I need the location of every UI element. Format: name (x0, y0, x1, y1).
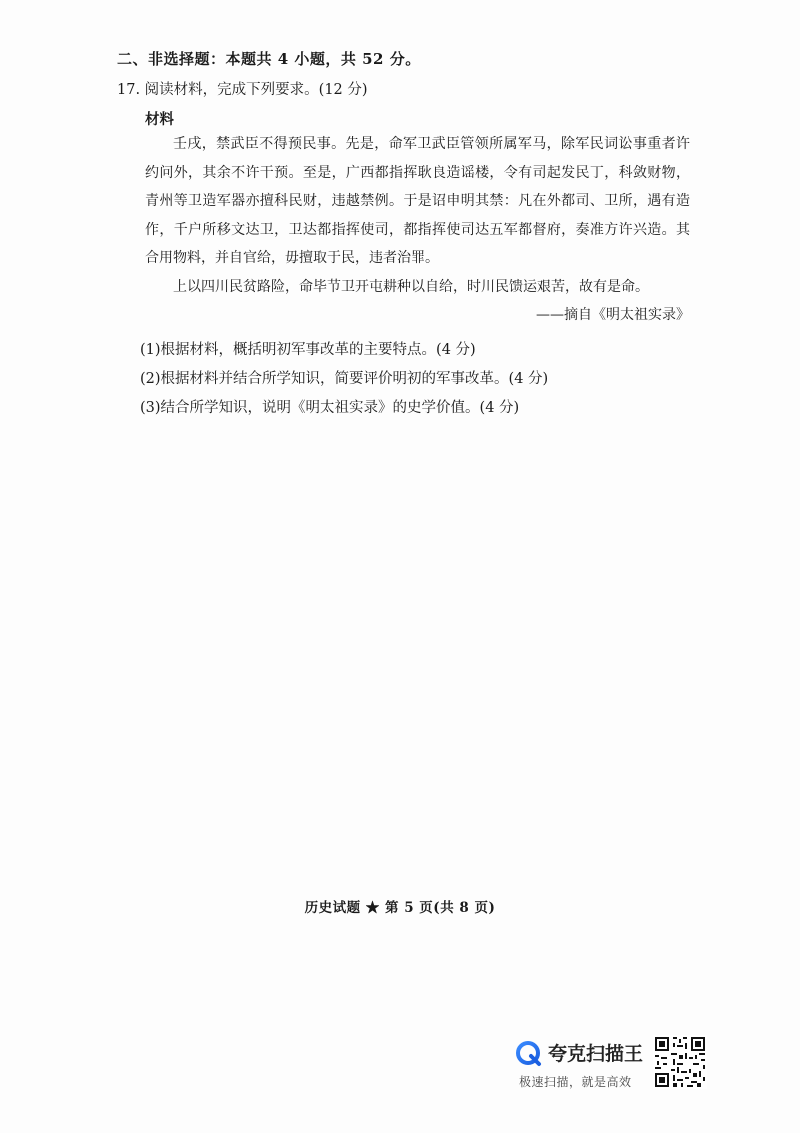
subquestion-1: (1)根据材料，概括明初军事改革的主要特点。(4 分) (140, 342, 476, 358)
material-paragraph-1: 壬戌，禁武臣不得预民事。先是，命军卫武臣管领所属军马，除军民词讼事重者许约问外，其余不许干预。至是，广西都指挥耿良造谣楼，令有司起发民丁，科敛财物，青州等卫造军器亦擅科民财，违越禁例。于是诏申明其禁：凡在外都司、卫所，遇有造作，千户所移文达卫，卫达都指挥使司，都指挥使司达五军都督府，奏准方许兴造。其合用物料，并自官给，毋擅取于民，违者治罪。 (145, 136, 690, 266)
section-title: 二、非选择题：本题共 4 小题，共 52 分。 (117, 50, 421, 68)
material-paragraph-2: 上以四川民贫路险，命毕节卫开屯耕种以自给，时川民馈运艰苦，故有是命。 (173, 278, 649, 295)
material-source: ——摘自《明太祖实录》 (536, 307, 690, 323)
page-footer: 历史试题 ★ 第 5 页(共 8 页) (304, 900, 496, 916)
watermark-subtitle: 极速扫描，就是高效 (519, 1075, 632, 1089)
subquestion-2: (2)根据材料并结合所学知识，简要评价明初的军事改革。(4 分) (140, 371, 549, 387)
quark-logo-icon (516, 1041, 542, 1067)
watermark-title: 夸克扫描王 (548, 1043, 644, 1065)
material-text (145, 130, 690, 330)
qr-code-icon (653, 1035, 707, 1089)
subquestion-3: (3)结合所学知识，说明《明太祖实录》的史学价值。(4 分) (140, 400, 520, 416)
material-label: 材料 (145, 111, 174, 128)
question-header: 17. 阅读材料，完成下列要求。(12 分) (117, 82, 368, 98)
scanner-watermark (516, 1035, 716, 1095)
